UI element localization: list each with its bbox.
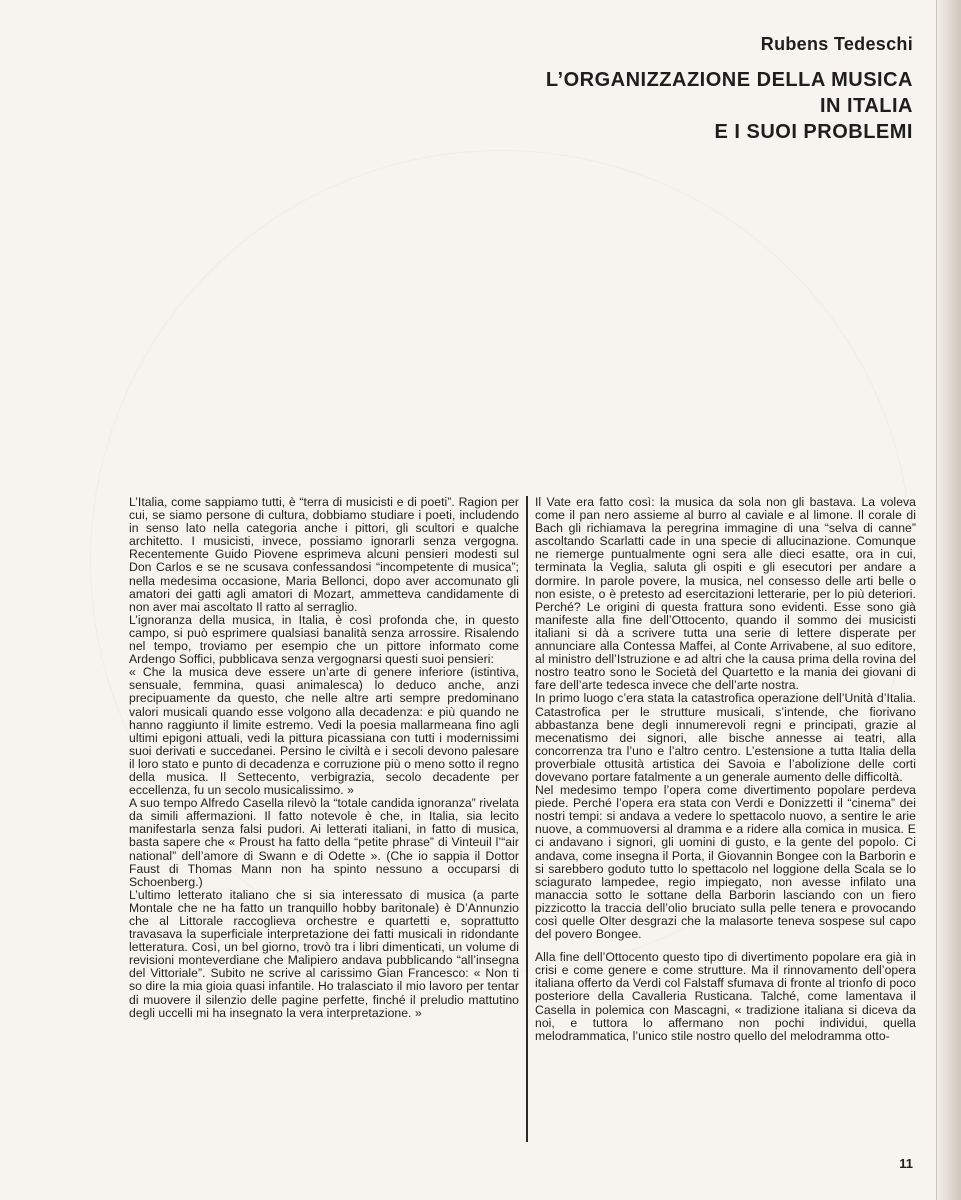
column-divider [526,496,528,1142]
right-text-column [535,496,916,1043]
paragraph: L’ultimo letterato italiano che si sia interessato di musica (a parte Montale che ne ha fatto un tranquillo hobby baritonale) è D’Annunzio che al Littorale raccoglieva orchestre e quartetti e, soprattutto travasava la superficiale interpretazione dei fatti musicali in ridondante letteratura. Così, un bel giorno, trovò tra i libri dimenticati, un volume di revisioni monteverdiane che Malipiero andava pubblicando “all’insegna del Vittoriale”. Subito ne scrive al carissimo Gian Francesco: « Non ti so dire la mia gioia quasi infantile. Ho tralasciato il mio lavoro per tentar di muovere il silenzio delle pagine perfette, finché il preludio mattutino degli uccelli mi ha insegnato la vera interpretazione. » [129,887,519,1020]
article-title-line-2: IN ITALIA [819,95,913,117]
page-edge [936,0,961,1200]
page-number: 11 [899,1156,913,1171]
paragraph: L’Italia, come sappiamo tutti, è “terra di musicisti e di poeti”. Ragion per cui, se siamo persone di cultura, dobbiamo studiare i poeti, includendo in senso lato nella categoria anche i pittori, gli scultori e qualche architetto. I musicisti, invece, possiamo ignorarli senza vergogna. Recentemente Guido Piovene esprimeva alcuni pensieri modesti sul Don Carlos e se ne scusava confessandosi “incompetente di musica”; nella medesima occasione, Maria Bellonci, dopo aver accomunato gli amatori dei gatti agli amatori di Mozart, ammetteva candidamente di non aver mai ascoltato Il ratto al serraglio. [129,495,519,614]
article-title-line-1: L’ORGANIZZAZIONE DELLA MUSICA [545,69,913,91]
left-text-column [129,496,519,1020]
quotation: « Che la musica deve essere un’arte di genere inferiore (istintiva, sensuale, femmina, quasi animalesca) lo deduco anche, anzi precipuamente da questo, che nelle altre arti sempre predominano valori musicali quando esse volgono alla decadenza: e più quando ne hanno raggiunto il limite estremo. Vedi la poesia mallarmeana fino agli ultimi epigoni attuali, vedi la pittura picassiana con tutti i modernissimi suoi derivati e succedanei. Persino le civiltà e i secoli devono palesare il loro stato e punto di decadenza e corruzione più o meno sotto il regno della musica. Il Settecento, verbigrazia, secolo decadente per eccellenza, fu un secolo musicalissimo. » [129,665,519,798]
paragraph: A suo tempo Alfredo Casella rilevò la “totale candida ignoranza” rivelata da simili affermazioni. Il fatto notevole è che, in Italia, sia lecito manifestarla senza falsi pudori. Ai letterati italiani, in fatto di musica, basta sapere che « Proust ha fatto della “petite phrase” di Vinteuil l’“air national” dell’amore di Swann e di Odette ». (Che io sappia il Dottor Faust di Thomas Mann non ha spinto nessuno a occuparsi di Schoenberg.) [129,796,519,889]
article-title-line-3: E I SUOI PROBLEMI [714,121,913,143]
article-header [313,34,913,145]
paragraph: In primo luogo c’era stata la catastrofica operazione dell’Unità d’Italia. Catastrofica per le strutture musicali, s’intende, che fiorivano abbastanza bene degli innumerevoli regni e principati, grazie al mecenatismo dei signori, alle bische annesse ai teatri, alla concorrenza tra l’uno e l’altro centro. L’estensione a tutta Italia della proverbiale ottusità artistica dei Savoia e l’abolizione delle corti dovevano portare fatalmente a un generale aumento delle difficoltà. [535,691,916,784]
author-name: Rubens Tedeschi [760,34,913,54]
paragraph: L’ignoranza della musica, in Italia, è così profonda che, in questo campo, si può esprimere qualsiasi banalità senza arrossire. Risalendo nel tempo, troviamo per esempio che un pittore informato come Ardengo Soffici, pubblicava senza vergognarsi questi suoi pensieri: [129,612,519,667]
paragraph: Alla fine dell’Ottocento questo tipo di divertimento popolare era già in crisi e come genere e come strutture. Ma il rinnovamento dell’opera italiana offerto da Verdi col Falstaff sfumava di fronte al trionfo di poco posteriore della Cavalleria Rusticana. Talché, come lamentava il Casella in polemica con Mascagni, « tradizione italiana si diceva da noi, e tuttora lo affermano non pochi individui, quella melodrammatica, l’unico stile nostro quello del melodramma otto- [535,950,916,1043]
paragraph: Il Vate era fatto così: la musica da sola non gli bastava. La voleva come il pan nero assieme al burro al caviale e al limone. Il corale di Bach gli richiamava la peregrina immagine di una “selva di canne” ascoltando Scarlatti cade in una specie di allucinazione. Comunque ne riemerge puntualmente ogni sera alle dieci esatte, ora in cui, terminata la Veglia, saluta gli ospiti e gli esecutori per andare a dormire. In parole povere, la musica, nel consesso delle arti belle o non esiste, o è pretesto ad esercitazioni letterarie, per lo più deteriori. Perché? Le origini di questa frattura sono evidenti. Esse sono già manifeste alla fine dell’Ottocento, quando il sommo dei musicisti italiani si dà a scrivere tutta una serie di lettere disperate per annunciare alla Contessa Maffei, al Conte Arrivabene, al suo editore, al ministro dell’Istruzione e ad altri che la causa prima della rovina del nostro teatro sono le Società del Quartetto e la mania dei giovani di fare dell’arte tedesca invece che dell’arte nostra. [535,495,916,693]
paragraph: Nel medesimo tempo l’opera come divertimento popolare perdeva piede. Perché l’opera era stata con Verdi e Donizzetti il “cinema” dei nostri tempi: si andava a vedere lo spettacolo nuovo, a sentire le arie nuove, a commuoversi al dramma e a ridere alla comica in musica. E ci andavano i signori, gli uomini di gusto, e la gente del popolo. Ci andava, come insegna il Porta, il Giovannin Bongee con la Barborin e si sarebbero goduto tutto lo spettacolo nel loggione della Scala se lo sciagurato lampedee, regio impiegato, non avesse infilato una manaccia sotto le sottane della Barborin lasciando con un fiero pizzicotto la traccia dell’olio bruciato sulla pelle tenera e provocando così quelle Olter desgrazi che la malasorte teneva sospese sul capo del povero Bongee. [535,783,916,942]
